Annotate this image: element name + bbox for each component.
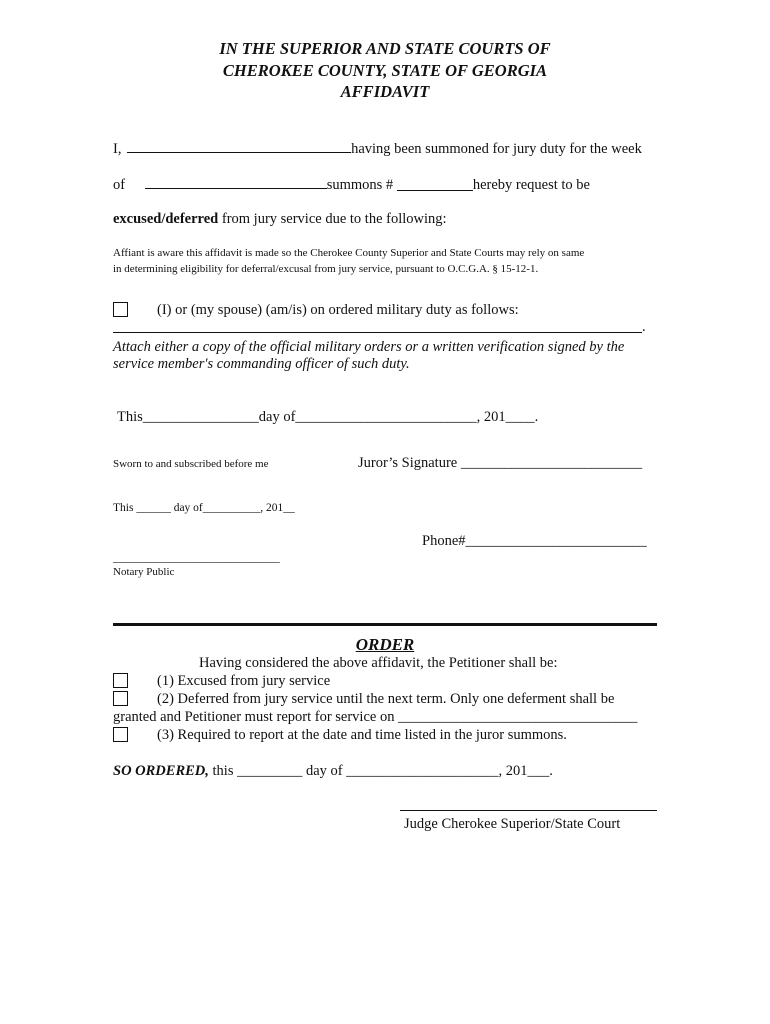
military-duty-checkbox[interactable] [113, 302, 128, 317]
summoned-text: having been summoned for jury duty for the week [351, 141, 642, 157]
name-field[interactable] [127, 139, 351, 153]
military-line-end: . [642, 319, 646, 335]
notary-signature-line[interactable]: _____________________________ [113, 552, 280, 564]
notary-public-label: Notary Public [113, 566, 175, 578]
attach-instruction-line1: Attach either a copy of the official military orders or a written verification signed by the [113, 339, 625, 355]
excused-deferred-label: excused/deferred [113, 211, 219, 227]
report-checkbox[interactable] [113, 727, 128, 742]
notary-date-line[interactable]: This ______ day of__________, 201__ [113, 502, 295, 514]
notice-line1: Affiant is aware this affidavit is made so the Cherokee County Superior and State Courts may rely on same [113, 247, 585, 259]
section-divider [113, 623, 657, 626]
excused-checkbox[interactable] [113, 673, 128, 688]
court-heading-line2: CHEROKEE COUNTY, STATE OF GEORGIA [222, 61, 548, 80]
judge-signature-line[interactable] [400, 810, 657, 811]
so-ordered-date: this _________ day of _____________________, 201___. [208, 763, 553, 779]
document-title: AFFIDAVIT [340, 82, 430, 101]
order-title: ORDER [355, 635, 415, 654]
deferred-checkbox[interactable] [113, 691, 128, 706]
summons-number-field[interactable] [397, 177, 473, 191]
military-duty-label: (I) or (my spouse) (am/is) on ordered military duty as follows: [157, 302, 519, 318]
intro-line1 [113, 139, 642, 158]
option-excused: (1) Excused from jury service [157, 673, 331, 689]
request-text: hereby request to be [472, 177, 590, 193]
intro-line3 [113, 211, 447, 228]
date-line[interactable]: This________________day of_________________________, 201____. [117, 409, 539, 425]
option-report: (3) Required to report at the date and time listed in the juror summons. [157, 727, 567, 743]
order-intro: Having considered the above affidavit, the Petitioner shall be: [199, 655, 558, 671]
option-deferred: (2) Deferred from jury service until the next term. Only one deferment shall be [157, 691, 615, 707]
notice-line2: in determining eligibility for deferral/excusal from jury service, pursuant to O.C.G.A. § 15-12-1. [113, 263, 539, 275]
intro-line2 [113, 175, 590, 194]
option-deferred-continued[interactable]: granted and Petitioner must report for service on _________________________________ [113, 709, 638, 725]
attach-instruction-line2: service member's commanding officer of such duty. [113, 356, 410, 372]
court-heading-line1: IN THE SUPERIOR AND STATE COURTS OF [219, 39, 551, 58]
phone-field[interactable]: Phone#_________________________ [422, 533, 647, 549]
summons-label: summons # [326, 177, 394, 193]
week-field[interactable] [145, 175, 327, 189]
of-label: of [113, 177, 126, 193]
sworn-label: Sworn to and subscribed before me [113, 458, 269, 470]
so-ordered-label: SO ORDERED, [113, 763, 209, 779]
i-label: I, [113, 141, 122, 157]
military-duty-line[interactable] [113, 332, 642, 333]
juror-signature-field[interactable]: Juror’s Signature _________________________ [358, 455, 643, 471]
excused-rest: from jury service due to the following: [218, 211, 447, 227]
judge-label: Judge Cherokee Superior/State Court [404, 816, 621, 832]
so-ordered-line[interactable] [113, 763, 553, 780]
